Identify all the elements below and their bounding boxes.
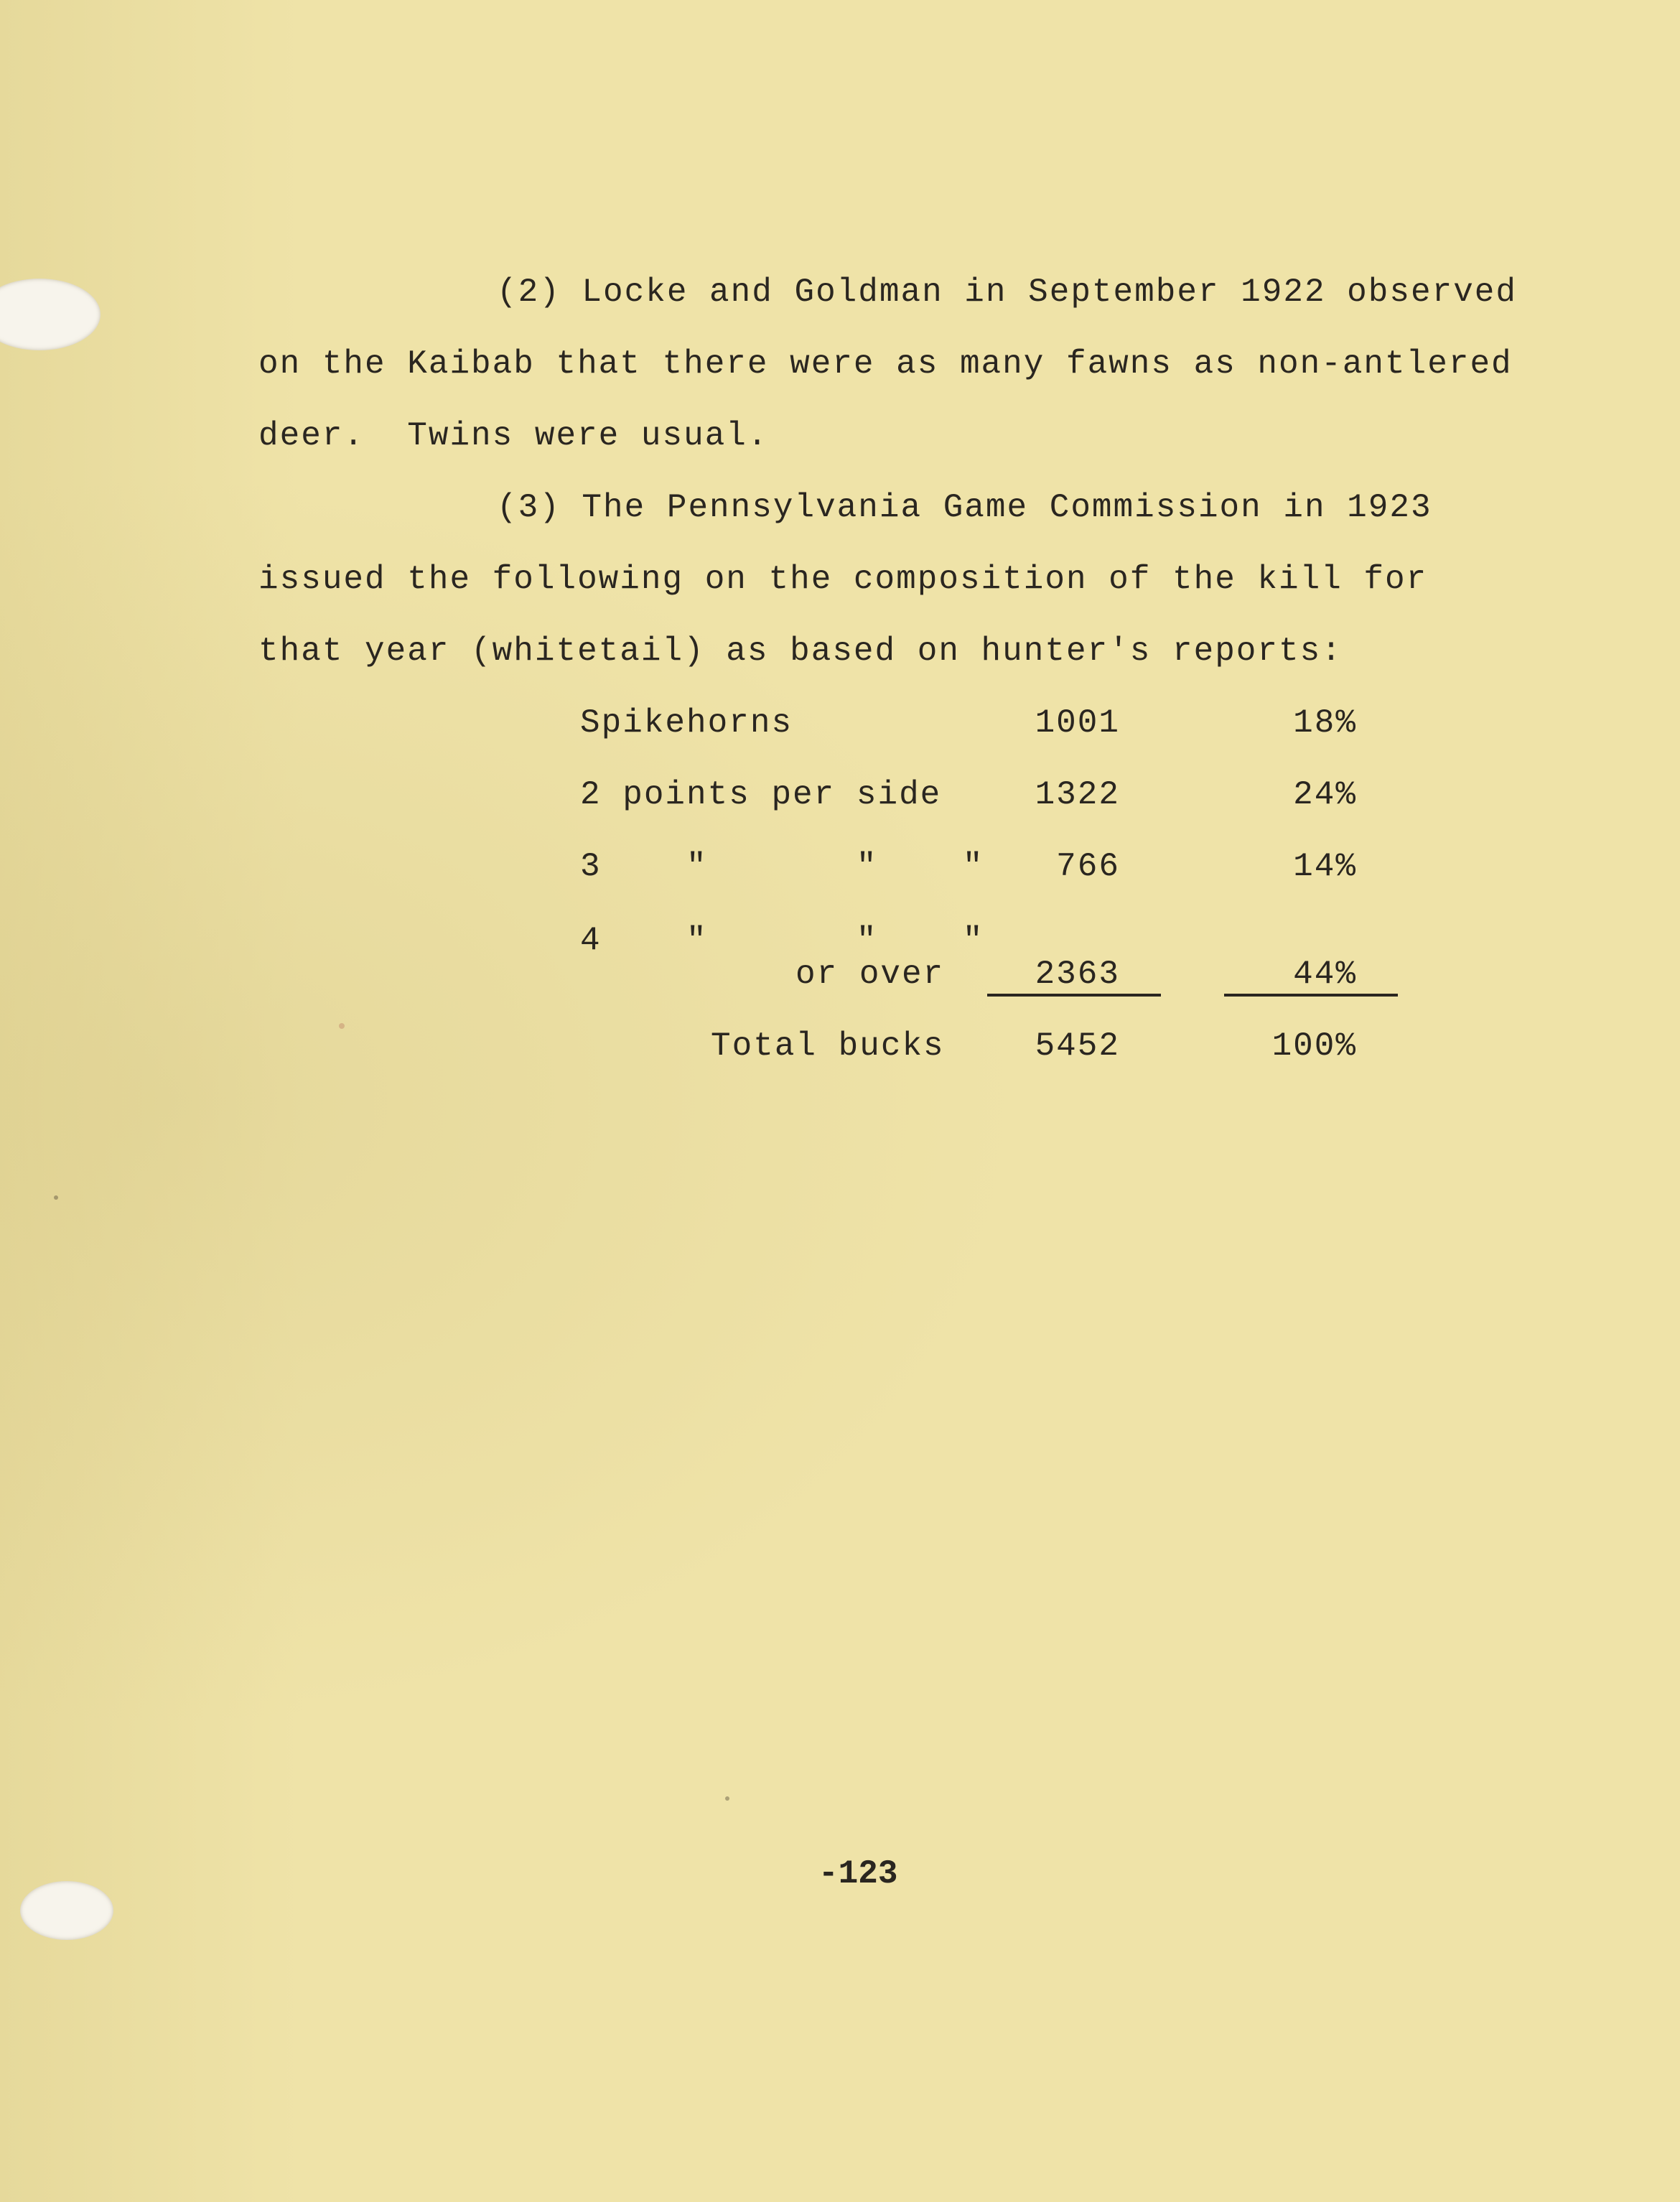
- percent-column-underline: [1224, 994, 1398, 997]
- row-percent: 14%: [1293, 848, 1357, 885]
- total-count: 5452: [1035, 1027, 1120, 1065]
- paper-speck: [339, 1023, 345, 1029]
- page-number: -123: [818, 1855, 898, 1893]
- row-label: 3 " " ": [580, 848, 984, 885]
- row-percent: 44%: [1293, 956, 1357, 993]
- paper-speck: [54, 1195, 58, 1200]
- paper-speck: [725, 1796, 729, 1801]
- row-count: 2363: [1035, 956, 1120, 993]
- row-label-continued: or over: [795, 956, 945, 993]
- row-label: 2 points per side: [580, 776, 942, 813]
- paragraph-3-line-1: (3) The Pennsylvania Game Commission in 1923: [497, 489, 1432, 526]
- row-percent: 24%: [1293, 776, 1357, 813]
- paragraph-3-line-3: that year (whitetail) as based on hunter's reports:: [258, 633, 1343, 670]
- row-percent: 18%: [1293, 704, 1357, 742]
- row-count: 1001: [1035, 704, 1120, 742]
- paragraph-2-line-3: deer. Twins were usual.: [258, 417, 769, 454]
- punch-hole-bottom: [20, 1881, 113, 1940]
- row-count: 766: [1056, 848, 1120, 885]
- row-label: 4 " " ": [580, 922, 984, 959]
- punch-hole-top: [0, 279, 101, 350]
- total-percent: 100%: [1271, 1027, 1357, 1065]
- count-column-underline: [987, 994, 1161, 997]
- paragraph-3-line-2: issued the following on the composition of the kill for: [258, 561, 1428, 598]
- row-count: 1322: [1035, 776, 1120, 813]
- paragraph-2-line-2: on the Kaibab that there were as many fawns as non-antlered: [258, 345, 1513, 383]
- paragraph-2-line-1: (2) Locke and Goldman in September 1922 observed: [497, 274, 1518, 311]
- total-label: Total bucks: [711, 1027, 945, 1065]
- row-label: Spikehorns: [580, 704, 793, 742]
